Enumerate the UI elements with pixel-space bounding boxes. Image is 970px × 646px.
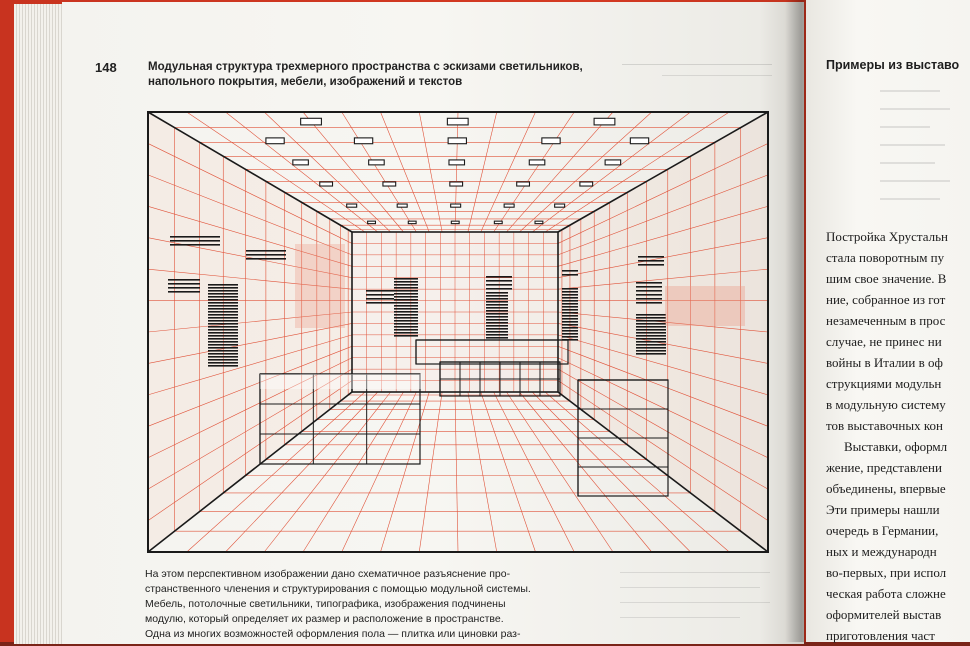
right-page-body xyxy=(826,226,970,646)
text-block xyxy=(636,344,666,346)
text-block xyxy=(394,293,418,295)
text-block xyxy=(486,319,508,321)
text-block xyxy=(246,254,286,256)
text-block xyxy=(208,338,238,340)
text-block xyxy=(394,284,418,286)
caption-line: странственного членения и структурирования с помощью модульной системы. xyxy=(145,583,531,595)
text-block xyxy=(636,350,666,352)
text-block xyxy=(208,341,238,343)
ceiling-light xyxy=(535,221,543,223)
ceiling-grid-line xyxy=(455,112,458,232)
text-block xyxy=(394,335,418,337)
ceiling-light xyxy=(293,160,309,165)
text-block xyxy=(562,294,578,296)
text-block xyxy=(636,332,666,334)
body-line: Эти примеры нашли xyxy=(826,502,940,517)
ceiling-light xyxy=(594,118,615,125)
text-block xyxy=(168,291,200,293)
text-block xyxy=(636,338,666,340)
room-perspective-drawing xyxy=(140,104,780,564)
text-block xyxy=(366,298,394,300)
text-block xyxy=(486,288,512,290)
ceiling-light xyxy=(320,182,333,186)
text-block xyxy=(486,328,508,330)
text-block xyxy=(208,311,238,313)
text-block xyxy=(486,292,508,294)
text-block xyxy=(168,287,200,289)
body-line: ных и международн xyxy=(826,544,937,559)
text-block xyxy=(208,365,238,367)
ceiling-light xyxy=(451,221,459,223)
floor-grid-line xyxy=(481,392,536,552)
text-block xyxy=(394,290,418,292)
text-block xyxy=(562,312,578,314)
body-line: очередь в Германии, xyxy=(826,523,939,538)
body-line: ние, собранное из гот xyxy=(826,292,946,307)
ceiling-light xyxy=(605,160,621,165)
caption-line: Одна из многих возможностей оформления пола — плитка или циновки раз- xyxy=(145,628,521,640)
text-block xyxy=(562,288,578,290)
heading-line-1: Модульная структура трехмерного пространства с эскизами светильников, xyxy=(148,61,583,73)
ceiling-grid-line xyxy=(468,112,497,232)
ceiling-light xyxy=(494,221,502,223)
text-block xyxy=(562,330,578,332)
body-line: жение, представлени xyxy=(826,460,942,475)
ceiling-light xyxy=(354,138,372,144)
text-block xyxy=(636,329,666,331)
ceiling-light xyxy=(555,204,565,207)
text-block xyxy=(394,281,418,283)
text-block xyxy=(562,297,578,299)
text-block xyxy=(562,333,578,335)
text-block xyxy=(208,350,238,352)
left-wall-surface xyxy=(148,112,352,552)
text-block xyxy=(636,347,666,349)
text-block xyxy=(208,299,238,301)
text-block xyxy=(636,317,666,319)
text-block xyxy=(636,282,662,284)
text-block xyxy=(208,335,238,337)
text-block xyxy=(636,294,662,296)
text-block xyxy=(208,284,238,286)
text-block xyxy=(208,287,238,289)
text-block xyxy=(170,240,220,242)
text-block xyxy=(394,320,418,322)
perspective-figure xyxy=(140,104,780,564)
text-block xyxy=(394,317,418,319)
body-line: приготовления част xyxy=(826,628,935,643)
ceiling-light xyxy=(451,204,461,207)
floor-grid-line xyxy=(468,392,497,552)
show-through-text xyxy=(612,60,772,86)
caption-line: Мебель, потолочные светильники, типографика, изображения подчинены xyxy=(145,598,506,610)
image-panel xyxy=(295,244,345,328)
ceiling-light xyxy=(448,138,466,144)
text-block xyxy=(208,314,238,316)
text-block xyxy=(208,359,238,361)
ceiling-light xyxy=(347,204,357,207)
ceiling-light xyxy=(449,160,465,165)
shelf-highlight xyxy=(260,374,422,389)
text-block xyxy=(394,278,418,280)
ceiling-light xyxy=(408,221,416,223)
text-block xyxy=(486,298,508,300)
text-block xyxy=(208,323,238,325)
text-block xyxy=(366,294,394,296)
text-block xyxy=(562,327,578,329)
page-number: 148 xyxy=(95,60,117,75)
body-line: ческая работа сложне xyxy=(826,586,946,601)
text-block xyxy=(208,293,238,295)
text-block xyxy=(486,295,508,297)
text-block xyxy=(562,315,578,317)
text-block xyxy=(208,320,238,322)
show-through-caption xyxy=(620,572,780,632)
caption-line: модулю, который определяет их размер и расположение в пространстве. xyxy=(145,613,504,625)
ceiling-light xyxy=(368,221,376,223)
ceiling-light xyxy=(301,118,322,125)
heading-line-2: напольного покрытия, мебели, изображений и текстов xyxy=(148,76,463,88)
text-block xyxy=(636,335,666,337)
text-block xyxy=(486,276,512,278)
text-block xyxy=(638,256,664,258)
ceiling-light xyxy=(630,138,648,144)
body-line: Постройка Хрустальн xyxy=(826,229,949,244)
ceiling-light xyxy=(529,160,545,165)
ceiling-grid-line xyxy=(419,112,442,232)
body-line: в модульную систему xyxy=(826,397,946,412)
text-block xyxy=(486,325,508,327)
text-block xyxy=(486,280,512,282)
text-block xyxy=(168,279,200,281)
text-block xyxy=(486,284,512,286)
right-page-heading: Примеры из выставо xyxy=(826,58,960,72)
text-block xyxy=(486,313,508,315)
text-block xyxy=(562,306,578,308)
body-line: оформителей выстав xyxy=(826,607,942,622)
text-block xyxy=(208,356,238,358)
body-line: Выставки, оформл xyxy=(844,439,948,454)
page-heading xyxy=(148,60,608,90)
body-line: тов выставочных кон xyxy=(826,418,943,433)
text-block xyxy=(636,320,666,322)
text-block xyxy=(486,322,508,324)
floor-grid-line xyxy=(494,392,575,552)
text-block xyxy=(170,236,220,238)
text-block xyxy=(366,290,394,292)
text-block xyxy=(208,347,238,349)
text-block xyxy=(208,302,238,304)
ceiling-light xyxy=(542,138,560,144)
body-line: стала поворотным пу xyxy=(826,250,945,265)
text-block xyxy=(394,302,418,304)
text-block xyxy=(394,314,418,316)
body-line: во-первых, при испол xyxy=(826,565,947,580)
text-block xyxy=(562,336,578,338)
body-line: объединены, впервые xyxy=(826,481,946,496)
text-block xyxy=(394,299,418,301)
text-block xyxy=(208,344,238,346)
text-block xyxy=(636,290,662,292)
text-block xyxy=(394,308,418,310)
text-block xyxy=(562,270,578,272)
text-block xyxy=(394,296,418,298)
text-block xyxy=(394,311,418,313)
text-block xyxy=(486,334,508,336)
text-block xyxy=(208,329,238,331)
text-block xyxy=(636,341,666,343)
ceiling-grid-line xyxy=(494,112,575,232)
text-block xyxy=(636,302,662,304)
body-line: случае, не принес ни xyxy=(826,334,942,349)
body-line: незамеченным в прос xyxy=(826,313,946,328)
text-block xyxy=(208,308,238,310)
text-block xyxy=(486,316,508,318)
text-block xyxy=(562,309,578,311)
text-block xyxy=(168,283,200,285)
text-block xyxy=(208,290,238,292)
text-block xyxy=(638,260,664,262)
text-block xyxy=(636,326,666,328)
body-line: войны в Италии в оф xyxy=(826,355,943,370)
ceiling-light xyxy=(369,160,385,165)
floor-grid-line xyxy=(419,392,442,552)
text-block xyxy=(562,321,578,323)
text-block xyxy=(562,274,578,276)
text-block xyxy=(636,286,662,288)
text-block xyxy=(366,302,394,304)
text-block xyxy=(486,331,508,333)
ceiling-light xyxy=(504,204,514,207)
modular-grid xyxy=(148,112,768,552)
text-block xyxy=(208,305,238,307)
text-block xyxy=(486,310,508,312)
text-block xyxy=(208,326,238,328)
text-block xyxy=(636,314,666,316)
text-block xyxy=(394,326,418,328)
text-block xyxy=(638,264,664,266)
ceiling-light xyxy=(447,118,468,125)
ceiling-grid-line xyxy=(481,112,536,232)
text-block xyxy=(246,250,286,252)
text-block xyxy=(394,323,418,325)
text-block xyxy=(208,296,238,298)
body-line: шим свое значение. В xyxy=(826,271,947,286)
text-block xyxy=(208,353,238,355)
text-block xyxy=(562,291,578,293)
text-block xyxy=(562,318,578,320)
text-block xyxy=(394,332,418,334)
text-block xyxy=(394,287,418,289)
ceiling-light xyxy=(517,182,530,186)
text-block xyxy=(562,324,578,326)
body-line: струкциями модульн xyxy=(826,376,942,391)
show-through-right xyxy=(880,80,970,216)
text-block xyxy=(394,329,418,331)
text-block xyxy=(170,244,220,246)
text-block xyxy=(486,337,508,339)
text-block xyxy=(562,303,578,305)
text-block xyxy=(636,353,666,355)
ceiling-light xyxy=(450,182,463,186)
text-block xyxy=(636,298,662,300)
figure-caption xyxy=(145,567,625,642)
text-block xyxy=(486,307,508,309)
text-block xyxy=(208,362,238,364)
ceiling-light xyxy=(397,204,407,207)
text-block xyxy=(208,332,238,334)
ceiling-light xyxy=(580,182,593,186)
text-block xyxy=(636,323,666,325)
image-panel xyxy=(665,286,745,326)
ceiling-light xyxy=(266,138,284,144)
text-block xyxy=(246,258,286,260)
text-block xyxy=(562,300,578,302)
floor-grid-line xyxy=(455,392,458,552)
caption-line: На этом перспективном изображении дано схематичное разъяснение про- xyxy=(145,568,511,580)
text-block xyxy=(486,301,508,303)
text-block xyxy=(208,317,238,319)
text-block xyxy=(486,304,508,306)
text-block xyxy=(394,305,418,307)
ceiling-light xyxy=(383,182,396,186)
